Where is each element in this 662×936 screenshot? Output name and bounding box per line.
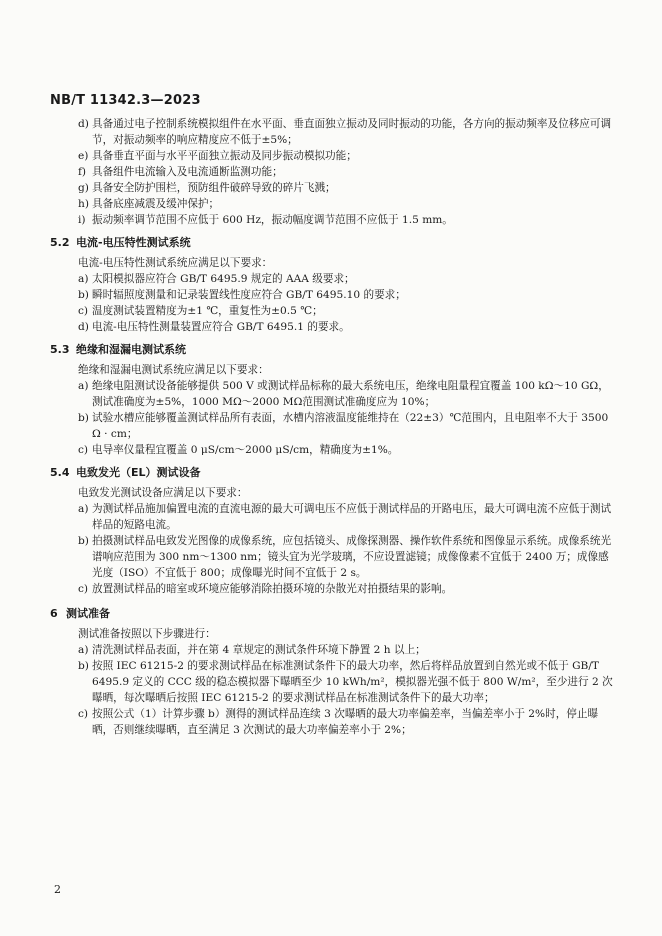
- item-label: d): [78, 118, 89, 130]
- list-item: [50, 642, 616, 658]
- item-label: c): [78, 305, 89, 317]
- item-label: d): [78, 321, 89, 333]
- section-intro: 绝缘和湿漏电测试系统应满足以下要求：: [78, 364, 269, 376]
- item-label: c): [78, 583, 89, 595]
- section-heading-5-3: [50, 342, 616, 358]
- list-item: [50, 116, 616, 148]
- section-intro: 测试准备按照以下步骤进行：: [78, 628, 216, 640]
- item-text: 试验水槽应能够覆盖测试样品所有表面，水槽内溶液温度能维持在（22±3）℃范围内，且电阻率不大于 3500 Ω · cm；: [92, 412, 609, 440]
- item-label: f): [78, 166, 87, 178]
- list-item: [50, 706, 616, 738]
- list-item: [50, 212, 616, 228]
- list-item: [50, 533, 616, 581]
- item-text: 为测试样品施加偏置电流的直流电源的最大可调电压不应低于测试样品的开路电压，最大可调电流不应低于测试样品的短路电流。: [92, 503, 612, 531]
- list-item: [50, 581, 616, 597]
- item-label: c): [78, 444, 89, 456]
- item-label: a): [78, 273, 89, 285]
- list-item: [50, 180, 616, 196]
- item-label: b): [78, 535, 89, 547]
- item-text: 拍摄测试样品电致发光图像的成像系统，应包括镜头、成像探测器、操作软件系统和图像显示系统。成像系统光谱响应范围为 300 nm～1300 nm；镜头宜为光学玻璃，不应设置滤镜；成像像素不宜低于 2400 万；成像感光度（ISO）不宜低于 800；成像曝光时间不宜低于 2 s。: [92, 535, 612, 579]
- list-item: [50, 410, 616, 442]
- item-text: 放置测试样品的暗室或环境应能够消除拍摄环境的杂散光对拍摄结果的影响。: [92, 583, 453, 595]
- item-text: 具备通过电子控制系统模拟组件在水平面、垂直面独立振动及同时振动的功能，各方向的振动频率及位移应可调节，对振动频率的响应精度应不低于±5%；: [92, 118, 612, 146]
- item-label: a): [78, 644, 89, 656]
- list-item: [50, 658, 616, 706]
- list-item: [50, 303, 616, 319]
- item-text: 具备垂直平面与水平平面独立振动及同步振动模拟功能；: [92, 150, 357, 162]
- item-label: h): [78, 198, 89, 210]
- section-heading-6: [50, 606, 616, 622]
- list-item: [50, 501, 616, 533]
- item-text: 电导率仪量程宜覆盖 0 μS/cm～2000 μS/cm，精确度为±1%。: [92, 444, 399, 456]
- list-top: [50, 116, 616, 228]
- list-item: [50, 378, 616, 410]
- item-label: g): [78, 182, 89, 194]
- section-number: 5.4: [50, 466, 70, 479]
- item-text: 具备底座减震及缓冲保护；: [92, 198, 220, 210]
- item-text: 按照公式（1）计算步骤 b）测得的测试样品连续 3 次曝晒的最大功率偏差率，当偏差率小于 2%时，停止曝晒，否则继续曝晒，直至满足 3 次测试的最大功率偏差率小于 2%；: [92, 708, 599, 736]
- list-item: [50, 319, 616, 335]
- item-text: 温度测试装置精度为±1 ℃，重复性为±0.5 ℃；: [92, 305, 323, 317]
- item-label: e): [78, 150, 89, 162]
- section-heading-5-2: [50, 235, 616, 251]
- item-label: b): [78, 660, 89, 672]
- document-code: NB/T 11342.3—2023: [50, 93, 201, 108]
- item-label: b): [78, 289, 89, 301]
- section-intro: 电致发光测试设备应满足以下要求：: [78, 487, 248, 499]
- list-item: [50, 287, 616, 303]
- section-title: 绝缘和湿漏电测试系统: [76, 343, 186, 356]
- list-item: [50, 164, 616, 180]
- list-item: [50, 442, 616, 458]
- list-item: [50, 148, 616, 164]
- item-text: 太阳模拟器应符合 GB/T 6495.9 规定的 AAA 级要求；: [92, 273, 355, 285]
- item-text: 具备组件电流输入及电流通断监测功能；: [92, 166, 283, 178]
- document-body: [50, 116, 616, 738]
- list-item: [50, 196, 616, 212]
- item-text: 振动频率调节范围不应低于 600 Hz，振动幅度调节范围不应低于 1.5 mm。: [92, 214, 453, 226]
- page-number: 2: [54, 883, 61, 896]
- item-label: b): [78, 412, 89, 424]
- section-intro: 电流-电压特性测试系统应满足以下要求：: [78, 257, 273, 269]
- item-text: 具备安全防护围栏，预防组件破碎导致的碎片飞溅；: [92, 182, 336, 194]
- item-label: c): [78, 708, 89, 720]
- section-number: 6: [50, 607, 58, 620]
- section-title: 电致发光（EL）测试设备: [76, 466, 201, 479]
- item-text: 瞬时辐照度测量和记录装置线性度应符合 GB/T 6495.10 的要求；: [92, 289, 406, 301]
- item-label: a): [78, 503, 89, 515]
- item-text: 按照 IEC 61215-2 的要求测试样品在标准测试条件下的最大功率，然后将样品放置到自然光或不低于 GB/T 6495.9 定义的 CCC 级的稳态模拟器下曝晒至少 10 kWh/m²，模拟器光强不低于 800 W/m²，至少进行 2 次曝晒，每次曝晒后按照 IEC 61215-2 的要求测试样品在标准测试条件下的最大功率；: [92, 660, 613, 704]
- item-text: 绝缘电阻测试设备能够提供 500 V 或测试样品标称的最大系统电压，绝缘电阻量程宜覆盖 100 kΩ～10 GΩ，测试准确度为±5%，1000 MΩ～2000 MΩ范围测试准确度应为 10%；: [92, 380, 609, 408]
- section-number: 5.3: [50, 343, 70, 356]
- section-heading-5-4: [50, 465, 616, 481]
- item-label: i): [78, 214, 86, 226]
- section-title: 电流-电压特性测试系统: [76, 236, 191, 249]
- section-number: 5.2: [50, 236, 70, 249]
- item-text: 电流-电压特性测量装置应符合 GB/T 6495.1 的要求。: [92, 321, 350, 333]
- item-text: 清洗测试样品表面，并在第 4 章规定的测试条件环境下静置 2 h 以上；: [92, 644, 426, 656]
- list-item: [50, 271, 616, 287]
- item-label: a): [78, 380, 89, 392]
- section-title: 测试准备: [66, 607, 110, 620]
